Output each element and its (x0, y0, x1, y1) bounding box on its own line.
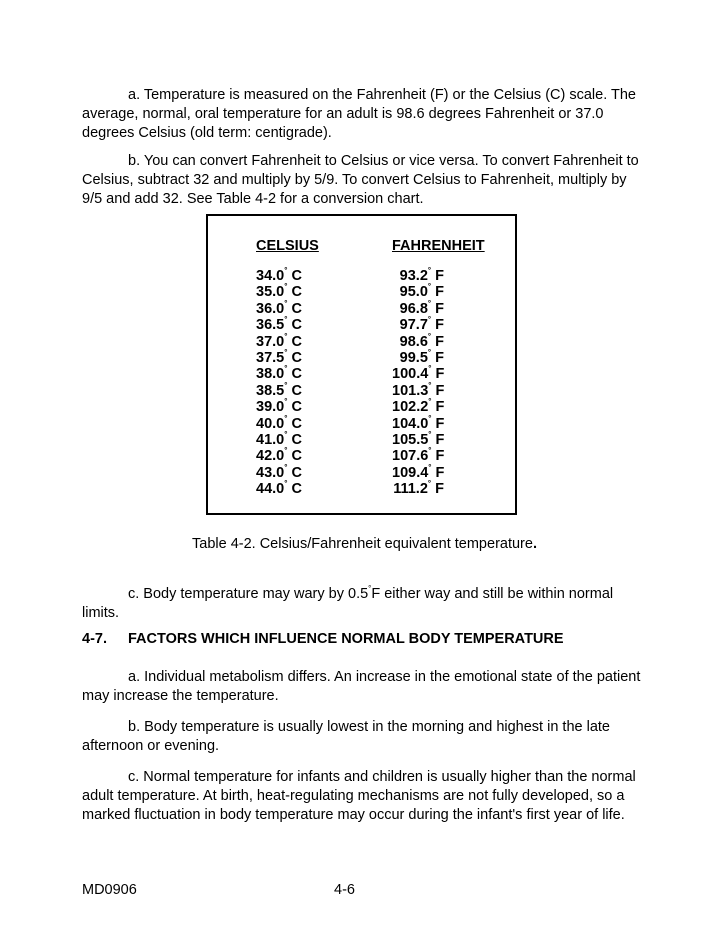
section-paragraph-c: c. Normal temperature for infants and children is usually higher than the normal adult temperature. At birth, heat-regulating mechanisms are not fully developed, so a marked fluctuation in body temperature may occur during the infant's first year of life. (82, 769, 636, 823)
celsius-cell: 43.0° C (256, 462, 302, 481)
celsius-cell: 37.0° C (256, 331, 302, 350)
celsius-column (256, 268, 302, 498)
celsius-cell: 40.0° C (256, 413, 302, 432)
fahrenheit-cell: 97.7° F (399, 315, 444, 334)
paragraph-c-text-start: c. Body temperature may wary by 0.5 (128, 586, 369, 602)
footer-page-number: 4-6 (334, 882, 355, 898)
celsius-cell: 35.0° C (256, 282, 302, 301)
fahrenheit-cell: 111.2° F (393, 479, 444, 498)
conversion-table (206, 214, 517, 515)
table-caption (192, 536, 537, 552)
celsius-cell: 44.0° C (256, 479, 302, 498)
fahrenheit-cell: 95.0° F (399, 282, 444, 301)
table-caption-text: Table 4-2. Celsius/Fahrenheit equivalent temperature (192, 536, 533, 552)
fahrenheit-cell: 102.2° F (392, 397, 445, 416)
celsius-cell: 41.0° C (256, 430, 302, 449)
section-paragraph-b: b. Body temperature is usually lowest in the morning and highest in the late afternoon or evening. (82, 719, 610, 754)
header-fahrenheit: FAHRENHEIT (392, 238, 485, 254)
paragraph-b-conversion: b. You can convert Fahrenheit to Celsius or vice versa. To convert Fahrenheit to Celsius, subtract 32 and multiply by 5/9. To convert Celsius to Fahrenheit, multiply by 9/5 and add 32. See Table 4-2 for a conversion chart. (82, 153, 639, 207)
celsius-cell: 36.5° C (256, 315, 302, 334)
fahrenheit-cell: 100.4° F (392, 364, 445, 383)
paragraph-a-temperature-scales: a. Temperature is measured on the Fahrenheit (F) or the Celsius (C) scale. The average, normal, oral temperature for an adult is 98.6 degrees Fahrenheit or 37.0 degrees Celsius (old term: centigrade). (82, 87, 636, 141)
fahrenheit-cell: 107.6° F (392, 446, 445, 465)
fahrenheit-cell: 104.0° F (392, 413, 445, 432)
fahrenheit-column (392, 268, 444, 498)
section-number: 4-7. (82, 631, 107, 647)
section-heading (82, 631, 564, 647)
degree-symbol: ° (368, 584, 372, 593)
celsius-cell: 34.0° C (256, 266, 302, 284)
fahrenheit-cell: 105.5° F (392, 430, 445, 449)
section-title: FACTORS WHICH INFLUENCE NORMAL BODY TEMPERATURE (128, 631, 564, 647)
celsius-cell: 38.5° C (256, 380, 302, 399)
fahrenheit-cell: 96.8° F (399, 298, 444, 317)
paragraph-c-variation (82, 585, 642, 623)
section-paragraph-a: a. Individual metabolism differs. An increase in the emotional state of the patient may increase the temperature. (82, 669, 641, 704)
fahrenheit-cell: 109.4° F (392, 462, 445, 481)
footer-document-id: MD0906 (82, 882, 137, 898)
paragraph-c-text-end: F either way and still be within normal limits. (82, 586, 614, 621)
celsius-cell: 39.0° C (256, 397, 302, 416)
celsius-cell: 38.0° C (256, 364, 302, 383)
celsius-cell: 37.5° C (256, 348, 302, 367)
fahrenheit-cell: 99.5° F (399, 348, 444, 367)
fahrenheit-cell: 98.6° F (399, 331, 444, 350)
fahrenheit-cell: 93.2° F (399, 266, 444, 284)
header-celsius: CELSIUS (256, 238, 319, 254)
celsius-cell: 42.0° C (256, 446, 302, 465)
fahrenheit-cell: 101.3° F (392, 380, 445, 399)
table-caption-period: . (532, 536, 537, 552)
celsius-cell: 36.0° C (256, 298, 302, 317)
